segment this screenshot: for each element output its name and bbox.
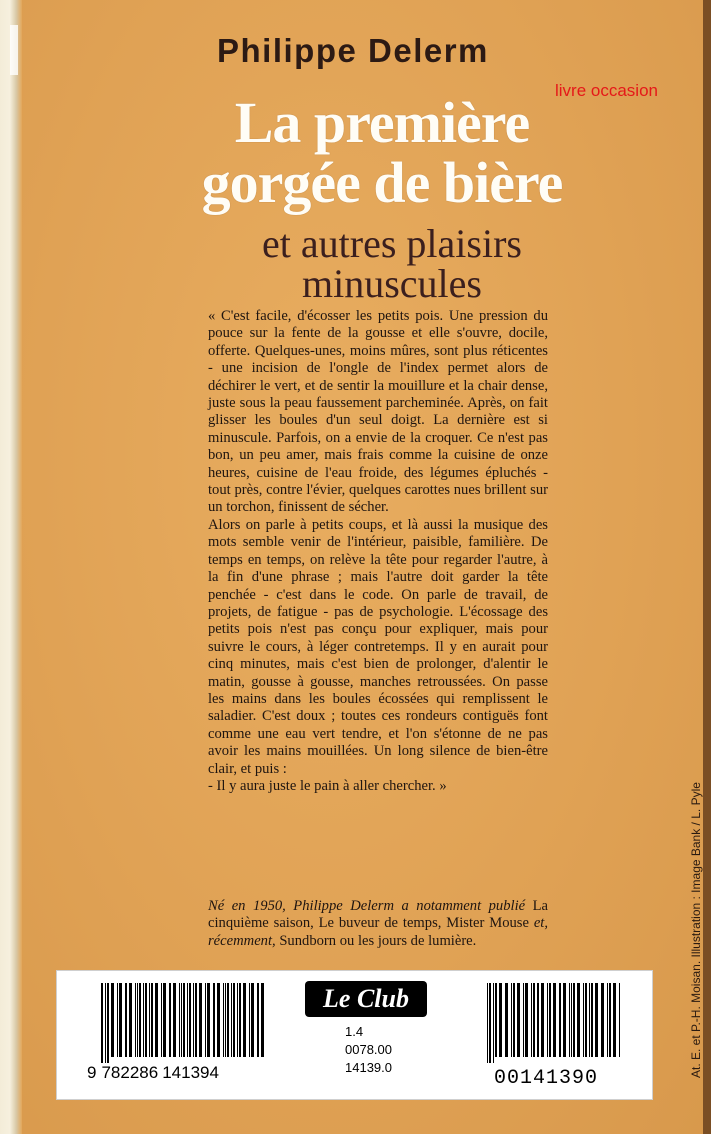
barcode-bar [119,983,122,1057]
paper-edge [0,0,22,1134]
barcode-bar [495,983,497,1057]
barcode-bar [511,983,512,1057]
barcode-bar [595,983,598,1057]
barcode-bar [257,983,259,1057]
barcode-bar [613,983,616,1057]
barcode-bar [585,983,587,1057]
barcode-bar [231,983,232,1057]
product-code: 00141390 [494,1067,599,1090]
barcode-bar [193,983,194,1057]
barcode-bar [589,983,590,1057]
barcode-panel [56,970,653,1100]
product-barcode [487,983,622,1063]
barcode-bar [213,983,215,1057]
isbn-barcode [101,983,267,1063]
isbn-group-1: 782286 [101,1063,159,1082]
barcode-bar [571,983,572,1057]
dark-edge [703,0,711,1134]
barcode-bar [173,983,176,1057]
barcode-bar [125,983,127,1057]
barcode-bar [583,983,584,1057]
barcode-bar [105,983,106,1063]
isbn-group-2: 141394 [162,1063,219,1082]
barcode-bar [239,983,241,1057]
isbn-first-digit: 9 [87,1063,97,1082]
barcode-bar [227,983,229,1057]
barcode-bar [251,983,254,1057]
barcode-bar [217,983,220,1057]
excerpt [208,308,548,795]
barcode-bar [573,983,575,1057]
excerpt-paragraph: - Il y aura juste le pain à aller chercher. » [208,777,447,794]
bio-books: La cinquième saison, Le buveur de temps, Mister Mouse [208,898,548,932]
barcode-bar [149,983,150,1057]
barcode-bar [237,983,238,1057]
barcode-bar [591,983,593,1057]
barcode-bar [531,983,532,1057]
photo-credits: At. E. et P.-H. Moisan. Illustration : Image Bank / L. Pyle [689,782,703,1078]
barcode-bar [525,983,528,1057]
book-title [172,90,592,215]
barcode-bar [577,983,580,1057]
isbn-number [87,1063,219,1083]
barcode-bar [169,983,171,1057]
barcode-bar [179,983,180,1057]
book-back-cover [22,0,703,1134]
excerpt-paragraph: « C'est facile, d'écosser les petits pois. Une pression du pouce sur la fente de la gousse et elle s'ouvre, docile, offerte. Quelques-unes, moins mûres, sont plus réticentes - une incision de l'ongle de l'index permet alors de déchirer le vert, et de sentir la mouillure et la chair dense, juste sous la peau faussement parcheminée. Après, on fait glisser les boules d'un seul doigt. La dernière est si minuscule. Parfois, on a envie de la croquer. Ce n'est pas bon, un peu amer, mais frais comme la cuisine de onze heures, cuisine de l'eau froide, des légumes épluchés - tout près, contre l'évier, quelques carottes nues brillent sur un torchon, finissent de sécher. [208,308,548,516]
barcode-bar [249,983,250,1057]
barcode-bar [537,983,539,1057]
barcode-bar [489,983,491,1063]
bio-intro: Né en 1950, Philippe Delerm a notamment publié [208,898,526,914]
barcode-bar [163,983,166,1057]
barcode-bar [155,983,158,1057]
barcode-bar [223,983,224,1057]
barcode-bar [243,983,246,1057]
barcode-bar [553,983,556,1057]
barcode-bar [499,983,502,1057]
barcode-bar [569,983,570,1057]
barcode-bar [205,983,206,1057]
barcode-bar [533,983,535,1057]
barcode-bar [111,983,114,1057]
code-line: 0078.00 [345,1042,392,1057]
barcode-bar [145,983,147,1057]
author-name: Philippe Delerm [217,32,489,69]
barcode-bar [607,983,608,1057]
barcode-bar [547,983,548,1057]
barcode-bar [143,983,144,1057]
barcode-bar [619,983,620,1057]
barcode-bar [559,983,561,1057]
barcode-bar [261,983,264,1057]
barcode-bar [161,983,162,1057]
code-line: 1.4 [345,1024,364,1039]
bio-connector: et, récemment, [208,915,548,949]
barcode-bar [195,983,197,1057]
barcode-bar [609,983,611,1057]
barcode-bar [523,983,524,1057]
code-line: 14139.0 [345,1060,392,1075]
barcode-bar [135,983,136,1057]
barcode-bar [233,983,235,1057]
barcode-bar [107,983,109,1063]
book-subtitle [182,221,602,306]
barcode-bar [549,983,551,1057]
barcode-bar [139,983,141,1057]
barcode-bar [117,983,118,1057]
barcode-bar [181,983,182,1057]
barcode-bar [563,983,566,1057]
barcode-bar [517,983,520,1057]
barcode-bar [189,983,191,1057]
barcode-bar [187,983,188,1057]
bio-books-recent: Sundborn ou les jours de lumière. [275,932,477,949]
barcode-bar [207,983,210,1057]
sticker-label: livre occasion [555,81,658,100]
barcode-bar [541,983,544,1057]
subtitle-line-1: et autres plaisirs [262,221,522,266]
barcode-bar [513,983,515,1057]
barcode-bar [101,983,103,1063]
barcode-bar [129,983,132,1057]
title-line-2: gorgée de bière [201,150,563,215]
author-bio [208,898,548,950]
barcode-bar [505,983,508,1057]
barcode-bar [151,983,153,1057]
barcode-bar [493,983,494,1063]
barcode-bar [225,983,226,1057]
le-club-logo: Le Club [305,981,427,1017]
excerpt-paragraph: Alors on parle à petits coups, et là aussi la musique des mots semble venir de l'intérieur, paisible, familière. De temps en temps, on relève la tête pour regarder l'autre, à la fin d'une phrase ; mais l'autre doit garder la tête penchée - c'est dans le code. On parle de travail, de projets, de fatigue - pas de psychologie. L'écossage des petits pois n'est pas conçu pour expliquer, mais pour suivre le cours, à léger contretemps. Il y en aurait pour cinq minutes, mais c'est bien de prolonger, d'alentir le matin, gousse à gousse, manches retroussées. On passe les mains dans les boules écossées qui remplissent le saladier. C'est doux ; toutes ces rondeurs contiguës font comme une eau vert tendre, et l'on s'étonne de ne pas avoir les mains mouillées. Un long silence de bien-être clair, et puis : [208,516,548,777]
barcode-bar [183,983,185,1057]
barcode-bar [601,983,604,1057]
club-codes [345,1023,392,1077]
barcode-bar [487,983,488,1063]
subtitle-line-2: minuscules [302,261,482,306]
title-line-1: La première [234,90,530,155]
barcode-bar [199,983,202,1057]
barcode-bar [137,983,138,1057]
